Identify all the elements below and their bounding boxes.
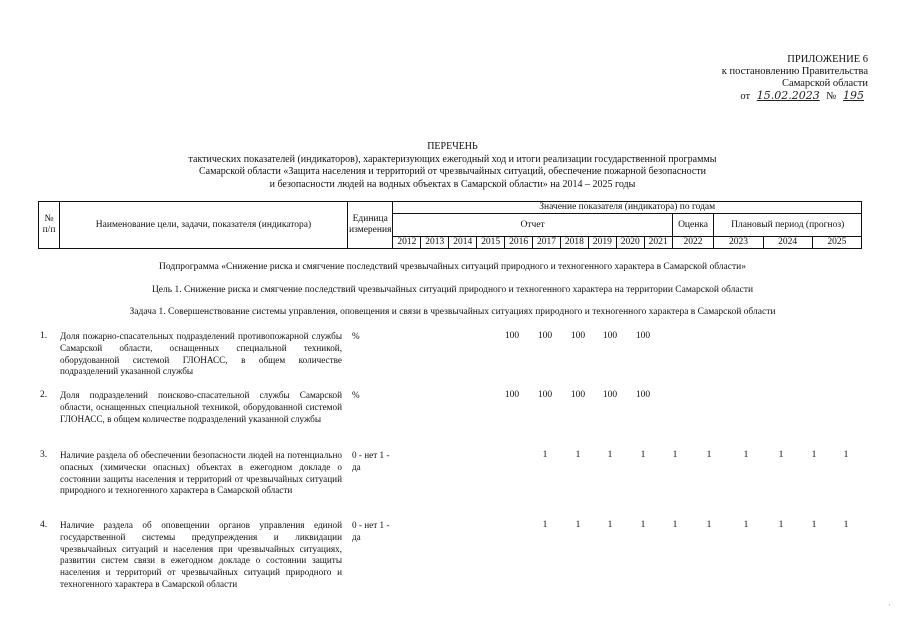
value-2022: 1	[743, 450, 749, 460]
scan-dot: ·	[888, 600, 891, 610]
title-line-1: тактических показателей (индикаторов), характеризующих ежегодный ход и итоги реализации государственной программы	[188, 153, 717, 165]
planned-header: Плановый период (прогноз)	[714, 214, 862, 237]
row-number: 3.	[40, 450, 48, 460]
col-unit-header: Единица измерения	[348, 202, 393, 249]
value-2019: 1	[640, 450, 646, 460]
row-number: 1.	[40, 331, 48, 341]
value-2020: 1	[672, 450, 678, 460]
value-2019: 1	[640, 520, 646, 530]
value-2017: 1	[575, 450, 581, 460]
value-2022: 1	[743, 520, 749, 530]
value-2016: 100	[537, 390, 553, 400]
value-2024: 1	[811, 450, 817, 460]
value-2021: 1	[706, 520, 712, 530]
year-header-2021: 2021	[644, 237, 672, 249]
title-line-2: Самарской области «Защита населения и территорий от чрезвычайных ситуаций, обеспечение пожарной безопасности	[198, 166, 707, 177]
indicator-unit: %	[352, 331, 360, 341]
year-header-2020: 2020	[616, 237, 644, 249]
appendix-date-line	[668, 90, 868, 103]
value-2023: 1	[778, 520, 784, 530]
indicator-name: Наличие раздела об оповещении органов управления единой государственной системы предупреждения и ликвидации чрезвычайных ситуаций и населения при чрезвычайных ситуациях, развитии систем связи в ежегодном докладе о состоянии защиты населения и территорий от чрезвычайных ситуаций природного и техногенного характера в Самарской области	[60, 520, 342, 589]
indicator-table-header	[38, 201, 862, 249]
title-heading: ПЕРЕЧЕНЬ	[427, 141, 478, 152]
handwritten-number: 195	[843, 89, 864, 102]
value-2017: 100	[570, 390, 586, 400]
row-number: 4.	[40, 520, 48, 530]
value-2018: 1	[607, 520, 613, 530]
appendix-line-2: к постановлению Правительства	[721, 66, 868, 77]
year-header-2018: 2018	[560, 237, 588, 249]
indicator-name: Доля пожарно-спасательных подразделений противопожарной службы Самарской области, оснащенных специальной техникой, оборудованной системой ГЛОНАСС, в общем количестве подразделений указанной службы	[60, 331, 342, 377]
value-2016: 1	[542, 520, 548, 530]
value-2019: 100	[635, 390, 651, 400]
indicator-name: Доля подразделений поисково-спасательной службы Самарской области, оснащенных специальной техникой, оборудованной системой ГЛОНАСС, в общем количестве подразделений указанной службы	[60, 390, 342, 424]
year-header-2024: 2024	[763, 237, 812, 249]
value-2016: 100	[537, 331, 553, 341]
year-header-2015: 2015	[477, 237, 505, 249]
from-label: от	[740, 91, 751, 102]
year-header-2012: 2012	[393, 237, 421, 249]
value-2025: 1	[843, 520, 849, 530]
value-2018: 1	[607, 450, 613, 460]
value-2017: 100	[570, 331, 586, 341]
value-2019: 100	[635, 331, 651, 341]
estimate-header: Оценка	[672, 214, 714, 237]
subprogram-heading: Подпрограмма «Снижение риска и смягчение последствий чрезвычайных ситуаций природного и техногенного характера в Самарской области»	[159, 262, 746, 272]
year-header-2016: 2016	[505, 237, 533, 249]
value-2018: 100	[602, 390, 618, 400]
indicator-name: Наличие раздела об обеспечении безопасности людей на потенциально опасных (химически опасных) объектах в ежегодном докладе о состоянии защиты населения и территорий от чрезвычайных ситуаций природного и техногенного характера в Самарской области	[60, 450, 342, 496]
value-2018: 100	[602, 331, 618, 341]
appendix-block	[668, 54, 868, 103]
year-header-2014: 2014	[449, 237, 477, 249]
document-title	[150, 141, 755, 191]
handwritten-date: 15.02.2023	[756, 89, 820, 102]
year-header-2017: 2017	[533, 237, 561, 249]
indicator-unit: 0 - нет 1 - да	[352, 450, 390, 472]
report-header: Отчет	[393, 214, 672, 237]
value-2021: 1	[706, 450, 712, 460]
year-header-2023: 2023	[714, 237, 763, 249]
value-2015: 100	[504, 390, 520, 400]
indicator-unit: 0 - нет 1 - да	[352, 520, 390, 542]
value-2015: 100	[504, 331, 520, 341]
value-2025: 1	[843, 450, 849, 460]
value-2023: 1	[778, 450, 784, 460]
year-header-2022: 2022	[672, 237, 714, 249]
col-num-header: № п/п	[39, 202, 60, 249]
value-2017: 1	[575, 520, 581, 530]
task-heading: Задача 1. Совершенствование системы управления, оповещения и связи в чрезвычайных ситуациях природного и техногенного характера в Самарской области	[129, 307, 776, 317]
values-title-header: Значение показателя (индикатора) по годам	[393, 202, 862, 214]
year-header-2013: 2013	[421, 237, 449, 249]
year-header-2025: 2025	[812, 237, 861, 249]
appendix-line-3: Самарской области	[782, 78, 868, 89]
number-label: №	[826, 91, 837, 102]
col-name-header: Наименование цели, задачи, показателя (индикатора)	[60, 202, 348, 249]
title-line-3: и безопасности людей на водных объектах в Самарской области» на 2014 – 2025 годы	[269, 178, 636, 190]
goal-heading: Цель 1. Снижение риска и смягчение последствий чрезвычайных ситуаций природного и техногенного характера на территории Самарской области	[151, 285, 754, 295]
value-2020: 1	[672, 520, 678, 530]
row-number: 2.	[40, 390, 48, 400]
year-header-2019: 2019	[588, 237, 616, 249]
appendix-title: ПРИЛОЖЕНИЕ 6	[787, 54, 868, 65]
indicator-unit: %	[352, 390, 360, 400]
value-2016: 1	[542, 450, 548, 460]
value-2024: 1	[811, 520, 817, 530]
